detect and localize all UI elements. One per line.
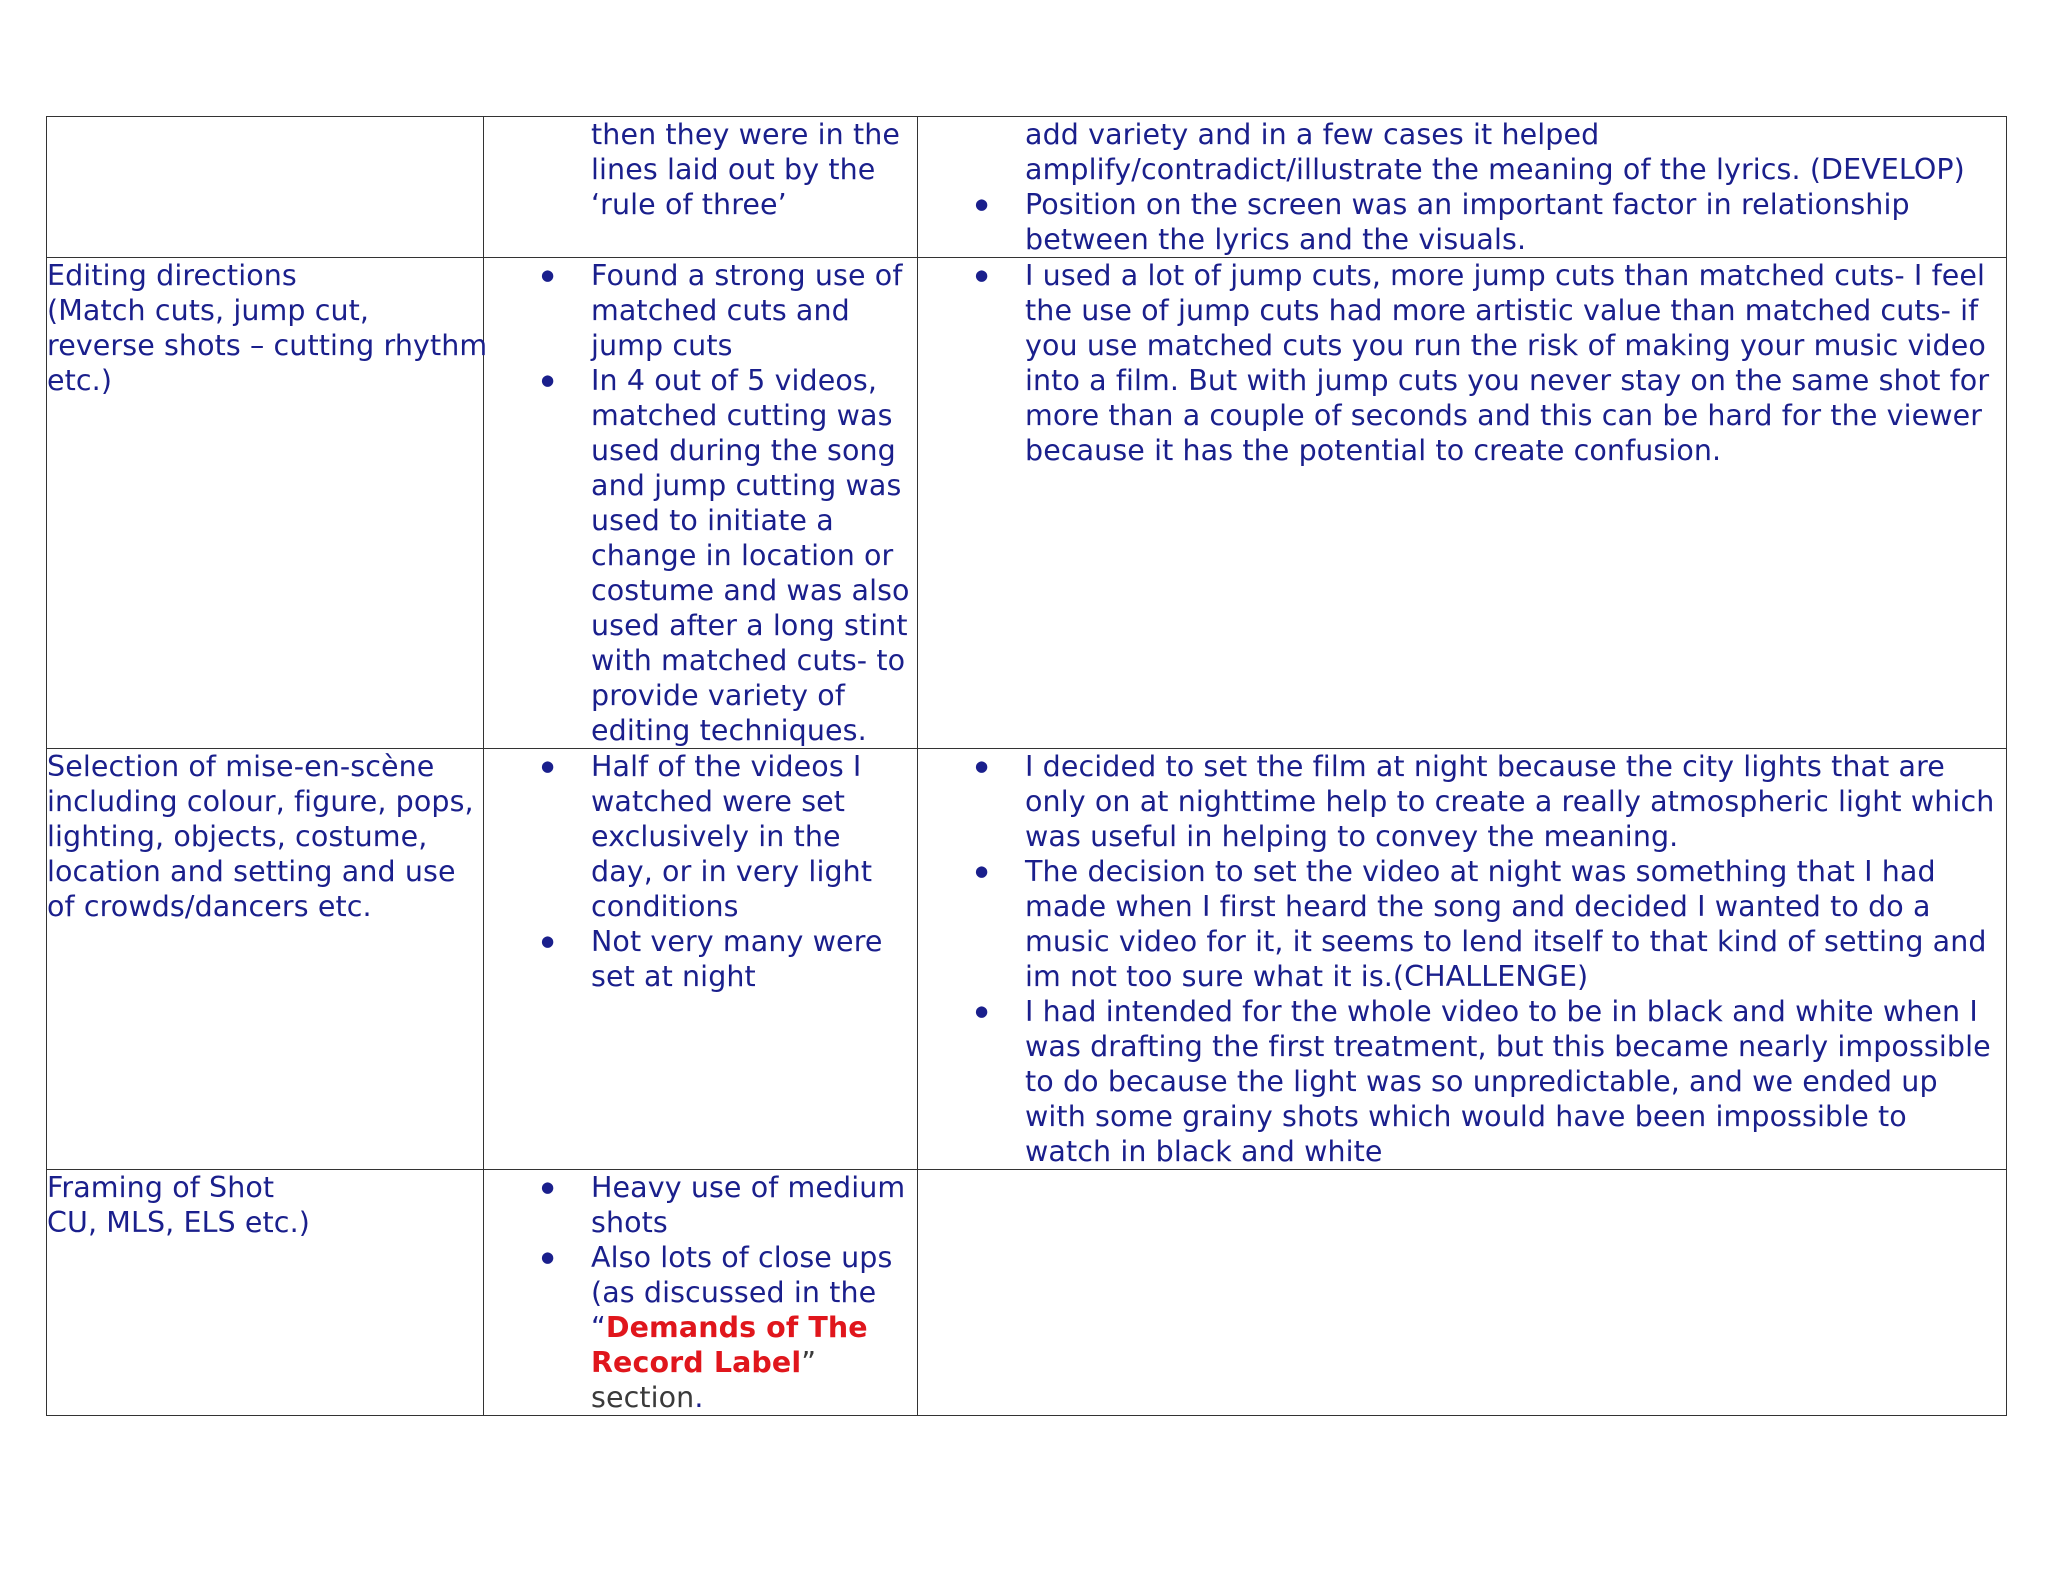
list-item: ● The decision to set the video at night was something that I had made when I first heard the song and decided I wanted to do a music video for it, it seems to lend itself to that kind of setting and im not too sure what it is.(CHALLENGE) (1025, 854, 2000, 994)
category-line: of crowds/dancers etc. (47, 890, 372, 923)
category-line: CU, MLS, ELS etc.) (47, 1206, 310, 1239)
bullet-period: . (694, 1381, 704, 1414)
list-item: ● Found a strong use of matched cuts and jump cuts (591, 258, 911, 363)
list-item: ● I used a lot of jump cuts, more jump cuts than matched cuts- I feel the use of jump cuts had more artistic value than matched cuts- if you use matched cuts you run the risk of making your music video into a film. But with jump cuts you never stay on the same shot for more than a couple of seconds and this can be hard for the viewer because it has the potential to create confusion. (1025, 258, 2000, 468)
findings-list (484, 1170, 917, 1415)
list-item: ● Half of the videos I watched were set exclusively in the day, or in very light conditions (591, 749, 911, 924)
reflection-cell (918, 117, 2007, 258)
category-line: reverse shots – cutting rhythm (47, 329, 488, 362)
findings-cell (484, 258, 918, 749)
category-line: Selection of mise-en-scène (47, 750, 435, 783)
reflection-cell (918, 1170, 2007, 1416)
category-line: lighting, objects, costume, (47, 820, 428, 853)
list-item: ● I decided to set the film at night because the city lights that are only on at nighttime help to create a really atmospheric light which was useful in helping to convey the meaning. (1025, 749, 2000, 854)
findings-cell (484, 749, 918, 1170)
category-line: Framing of Shot (47, 1171, 275, 1204)
list-item: then they were in the lines laid out by the ‘rule of three’ (591, 118, 901, 221)
bullet-text: Also lots of close ups (as discussed in the “ (591, 1241, 893, 1344)
category-line: Editing directions (47, 259, 297, 292)
category-line: including colour, figure, pops, (47, 785, 474, 818)
table-row (47, 258, 2007, 749)
findings-list (484, 749, 917, 994)
reflection-list (918, 749, 2006, 1169)
reflection-list (918, 258, 2006, 468)
category-line: etc.) (47, 364, 113, 397)
category-cell (47, 117, 484, 258)
findings-list (484, 258, 917, 748)
list-item: add variety and in a few cases it helped amplify/contradict/illustrate the meaning of the lyrics. (DEVELOP) (1025, 118, 1965, 186)
reflection-cell (918, 749, 2007, 1170)
list-item: ● I had intended for the whole video to be in black and white when I was drafting the first treatment, but this became nearly impossible to do because the light was so unpredictable, and we ended up with some grainy shots which would have been impossible to watch in black and white (1025, 994, 2000, 1169)
table-row (47, 117, 2007, 258)
table-row (47, 749, 2007, 1170)
list-item: ● In 4 out of 5 videos, matched cutting was used during the song and jump cutting was used to initiate a change in location or costume and was also used after a long stint with matched cuts- to provide variety of editing techniques. (591, 363, 911, 748)
list-item: ● Not very many were set at night (591, 924, 911, 994)
bullet-text-end: ” section (591, 1346, 817, 1414)
list-item (591, 1240, 911, 1415)
findings-cell (484, 117, 918, 258)
evaluation-table (46, 116, 2007, 1416)
record-label-section-reference: Demands of The Record Label (591, 1311, 868, 1379)
category-cell (47, 258, 488, 749)
reflection-cell (918, 258, 2007, 749)
category-line: location and setting and use (47, 855, 456, 888)
reflection-list (918, 117, 2006, 257)
list-item: ● Position on the screen was an important factor in relationship between the lyrics and the visuals. (1025, 187, 2000, 257)
list-item: ● Heavy use of medium shots (591, 1170, 911, 1240)
findings-cell (484, 1170, 918, 1416)
category-cell (47, 1170, 484, 1416)
category-cell (47, 749, 484, 1170)
table-row (47, 1170, 2007, 1416)
category-line: (Match cuts, jump cut, (47, 294, 370, 327)
findings-list (484, 117, 917, 222)
